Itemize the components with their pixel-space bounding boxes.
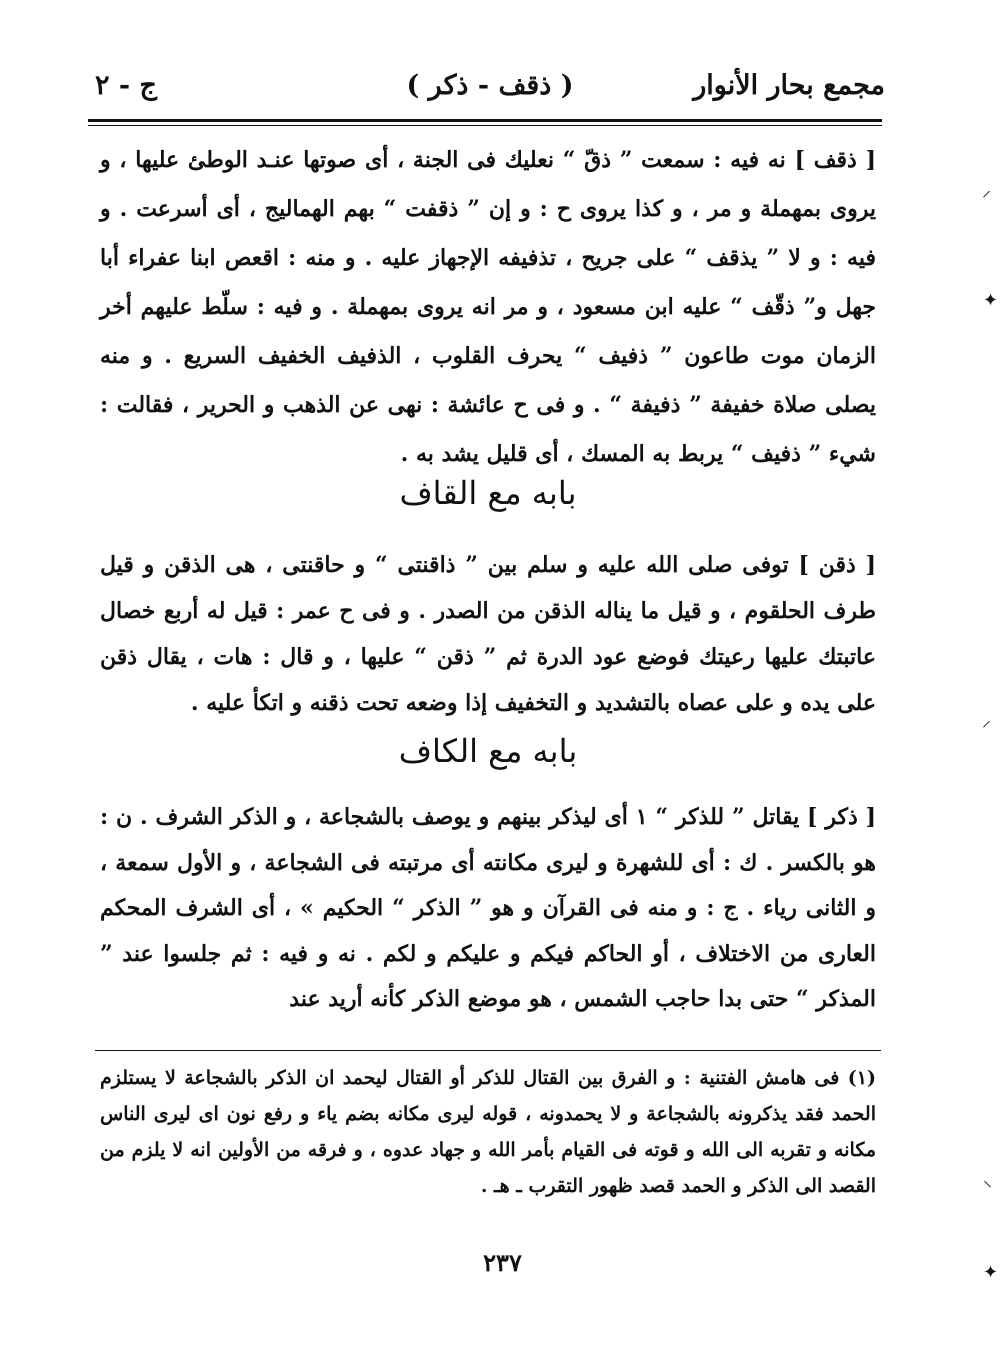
entry-dhaqaf-text: [ ذقف ] نه فيه : سمعت ” ذقّ “ نعليك فى الجنة ، أى صوتها عنـد الوطئ عليها ، و يروى بمهملة و مر ، و كذا يروى ح : و إن ” ذقفت “ بهم الهماليج ، أى أسرعت . و فيه : و لا ” يذقف “ على جريح ، تذفيفه الإجهاز عليه . و منه : اقعص ابنا عفراء أبا جهل و” ذقّف “ عليه ابن مسعود ، و مر انه يروى بمهملة . و فيه : سلّط عليهم أخر الزمان موت طاعون ” ذفيف “ يحرف القلوب ، الذفيف الخفيف السريع . و منه يصلى صلاة خفيفة ” ذفيفة “ . و فى ح عائشة : نهى عن الذهب و الحرير ، فقالت : شيء ” ذفيف “ يربط به المسك ، أى قليل يشد به . [100,147,876,467]
margin-mark-icon: ⸜ [983,1170,992,1191]
entry-dhaqan-text: [ ذقن ] توفى صلى الله عليه و سلم بين ” ذاقنتى “ و حاقنتى ، هى الذقن و قيل طرف الحلقوم ، و قيل ما يناله الذقن من الصدر . و فى ح عمر : قيل له أربع خصال عاتبتك عليها رعيتك فوضع عود الدرة ثم ” ذقن “ عليها ، و قال : هات ، يقال ذقن على يده و على عصاه بالتشديد و التخفيف إذا وضعه تحت ذقنه و اتكأ عليه . [100,552,876,716]
header-rule-thin [88,125,882,126]
volume-number: ج - ٢ [95,70,157,101]
section-heading-qaf: بابه مع القاف [399,474,577,512]
header-rule-thick [88,119,882,122]
entry-dhaqan [100,542,876,726]
section-heading-kaf: بابه مع الكاف [398,732,578,770]
footnote-text: (١) فى هامش الفتنية : و الفرق بين القتال للذكر أو القتال ليحمد ان الذكر بالشجاعة لا يستلزم الحمد فقد يذكرونه بالشجاعة و لا يحمدونه ، قوله ليرى مكانه بضم ياء و رفع نون اى ليرى الناس مكانه و تقربه الى الله و قوته فى القيام بأمر الله و جهاد عدوه ، و فرقه من الأولين انه لا يلزم من القصد الى الذكر و الحمد قصد ظهور التقرب ـ هـ . [100,1067,876,1197]
margin-mark-icon: ⸝ [982,180,991,201]
margin-mark-icon: ⸝ [982,710,991,731]
entry-dhikr [100,795,876,1023]
page-number: ٢٣٧ [483,1248,522,1277]
margin-star-icon: ✦ [983,1262,999,1283]
book-title: مجمع بحار الأنوار [693,70,885,101]
entry-dhikr-text: [ ذكر ] يقاتل ” للذكر “ ١ أى ليذكر بينهم و يوصف بالشجاعة ، و الذكر الشرف . ن : هو بالكسر . ك : أى للشهرة و ليرى مكانته أى مرتبته فى الشجاعة ، و الأول سمعة ، و الثانى رياء . ج : و منه فى القرآن و هو ” الذكر “ الحكيم » ، أى الشرف المحكم العارى من الاختلاف ، أو الحاكم فيكم و عليكم و لكم . نه و فيه : ثم جلسوا عند ” المذكر “ حتى بدا حاجب الشمس ، هو موضع الذكر كأنه أريد عند [100,804,877,1012]
margin-star-icon: ✦ [983,290,999,311]
entry-range: ( ذقف - ذكر ) [406,70,574,101]
running-header [95,62,885,112]
footnote [100,1060,876,1204]
entry-dhaqaf [100,136,876,479]
footnote-rule [95,1050,881,1051]
